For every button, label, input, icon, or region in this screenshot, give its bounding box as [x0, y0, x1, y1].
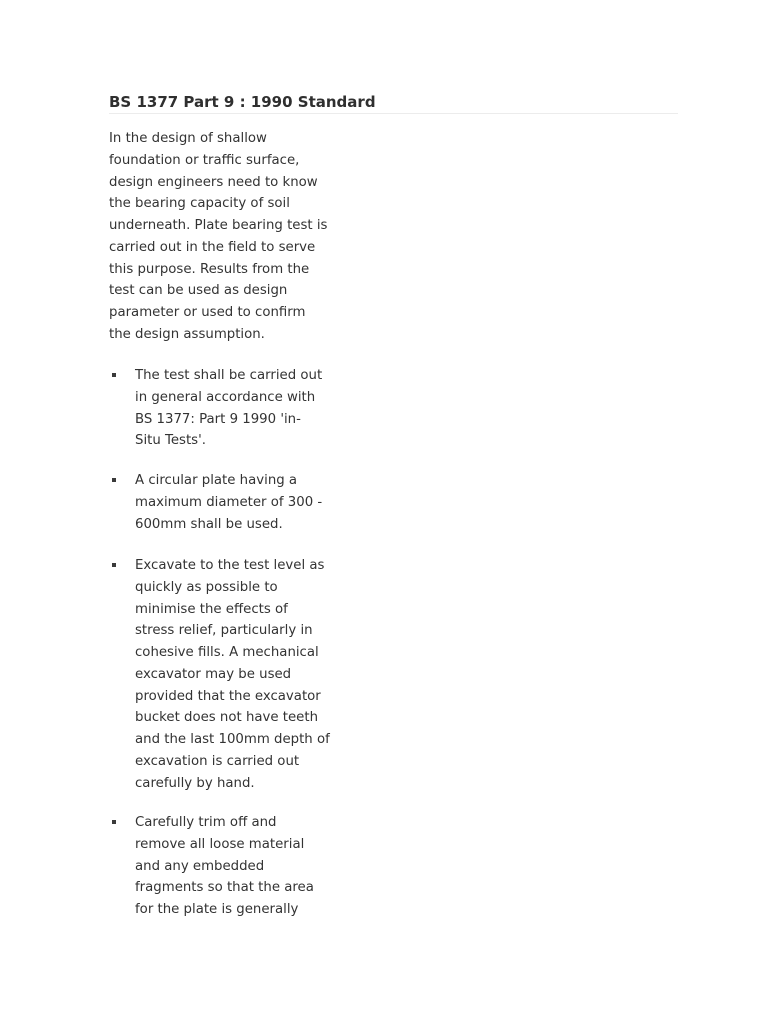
- list-item-line: Situ Tests'.: [135, 433, 206, 449]
- intro-line: underneath. Plate bearing test is: [109, 218, 328, 233]
- list-item-line: remove all loose material: [135, 836, 305, 852]
- list-item-line: in general accordance with: [135, 389, 316, 405]
- intro-line: this purpose. Results from the: [109, 261, 310, 277]
- list-item-line: The test shall be carried out: [135, 368, 323, 383]
- square-bullet-icon: [112, 563, 116, 567]
- list-item-line: for the plate is generally: [135, 902, 299, 917]
- intro-line: carried out in the field to serve: [109, 239, 316, 255]
- intro-line: the bearing capacity of soil: [109, 196, 290, 212]
- list-item-line: provided that the excavator: [135, 688, 321, 704]
- square-bullet-icon: [112, 820, 116, 824]
- intro-paragraph: [109, 128, 327, 346]
- list-item-line: stress relief, particularly in: [135, 623, 313, 639]
- list-item-line: excavation is carried out: [135, 753, 300, 769]
- list-item-line: Excavate to the test level as: [135, 558, 325, 573]
- list-item-line: excavator may be used: [135, 666, 292, 682]
- square-bullet-icon: [112, 373, 116, 377]
- list-item-line: fragments so that the area: [135, 880, 314, 896]
- page-title: BS 1377 Part 9 : 1990 Standard: [109, 93, 376, 111]
- intro-line: test can be used as design: [109, 283, 288, 299]
- intro-line: foundation or traffic surface,: [109, 152, 300, 168]
- title-divider: [109, 113, 678, 114]
- list-item-line: bucket does not have teeth: [135, 710, 319, 726]
- list-item-text: [135, 555, 330, 794]
- list-item-line: and the last 100mm depth of: [135, 732, 330, 747]
- list-item-line: minimise the effects of: [135, 601, 288, 617]
- list-item-text: [135, 812, 314, 921]
- list-item-line: BS 1377: Part 9 1990 'in-: [135, 411, 301, 427]
- list-item-text: [135, 365, 322, 452]
- intro-line: parameter or used to confirm: [109, 305, 306, 320]
- square-bullet-icon: [112, 478, 116, 482]
- intro-line: design engineers need to know: [109, 174, 318, 190]
- list-item-line: 600mm shall be used.: [135, 516, 283, 532]
- list-item-line: quickly as possible to: [135, 579, 278, 595]
- list-item-line: Carefully trim off and: [135, 815, 277, 830]
- list-item-line: maximum diameter of 300 -: [135, 494, 323, 510]
- list-item-line: and any embedded: [135, 858, 265, 874]
- list-item-line: carefully by hand.: [135, 775, 255, 791]
- list-item-line: A circular plate having a: [135, 473, 298, 488]
- list-item-text: [135, 470, 322, 535]
- list-item-line: cohesive fills. A mechanical: [135, 645, 319, 660]
- intro-line: the design assumption.: [109, 326, 265, 342]
- intro-line: In the design of shallow: [109, 131, 267, 146]
